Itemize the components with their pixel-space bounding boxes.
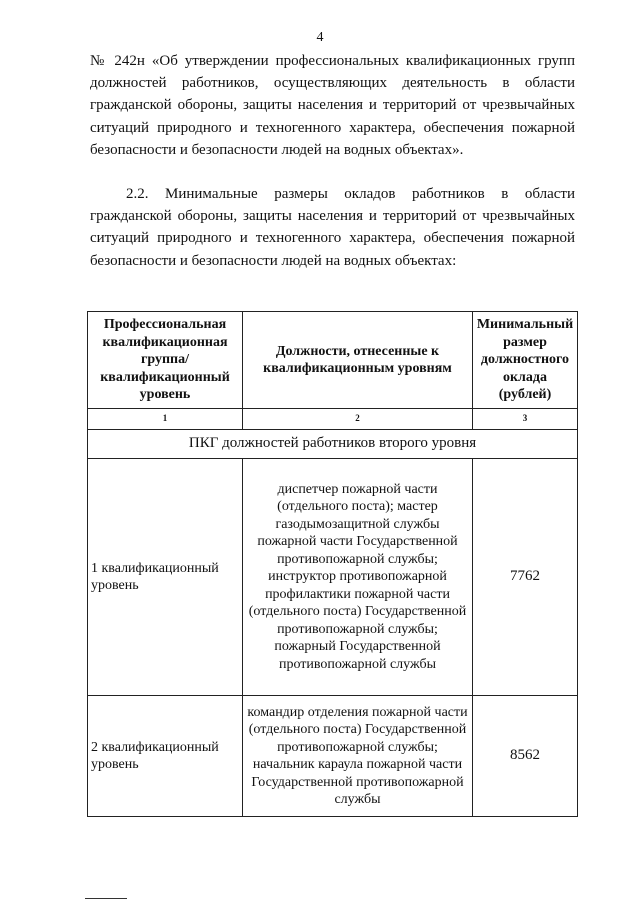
group-title-row — [88, 430, 578, 459]
column-number: 3 — [473, 409, 578, 430]
intro-paragraph: № 242н «Об утверждении профессиональных квалификационных групп должностей работников, осуществляющих деятельность в области гражданской обороны, защиты населения и территорий от чрезвычайных ситуаций природного и техногенного характера, обеспечения пожарной безопасности и безопасности людей на водных объектах». — [90, 53, 575, 158]
table-row — [88, 696, 578, 817]
table-row — [88, 459, 578, 696]
footnote-rule — [85, 898, 127, 899]
page-number: 4 — [316, 30, 324, 45]
salary-table — [87, 311, 578, 817]
section-2-2-paragraph: 2.2. Минимальные размеры окладов работников в области гражданской обороны, защиты населения и территорий от чрезвычайных ситуаций природного и техногенного характера, обеспечения пожарной безопасности и безопасности людей на водных объектах: — [90, 186, 575, 269]
salary-cell: 7762 — [473, 459, 578, 696]
header-positions: Должности, отнесенные к квалификационным уровням — [243, 312, 473, 409]
header-group-level: Профессиональная квалификационная группа/ квалификационный уровень — [88, 312, 243, 409]
positions-cell: командир отделения пожарной части (отдельного поста) Государственной противопожарной службы; начальник караула пожарной части Государственной противопожарной службы — [243, 696, 473, 817]
salary-cell: 8562 — [473, 696, 578, 817]
table-header-row — [88, 312, 578, 409]
column-number-row — [88, 409, 578, 430]
positions-cell: диспетчер пожарной части (отдельного поста); мастер газодымозащитной службы пожарной части Государственной противопожарной службы; инструктор противопожарной профилактики пожарной части (отдельного поста) Государственной противопожарной службы; пожарный Государственной противопожарной службы — [243, 459, 473, 696]
group-title: ПКГ должностей работников второго уровня — [88, 430, 578, 459]
level-cell: 1 квалификационный уровень — [88, 459, 243, 696]
header-min-salary: Минимальный размер должностного оклада (рублей) — [473, 312, 578, 409]
level-cell: 2 квалификационный уровень — [88, 696, 243, 817]
column-number: 1 — [88, 409, 243, 430]
column-number: 2 — [243, 409, 473, 430]
